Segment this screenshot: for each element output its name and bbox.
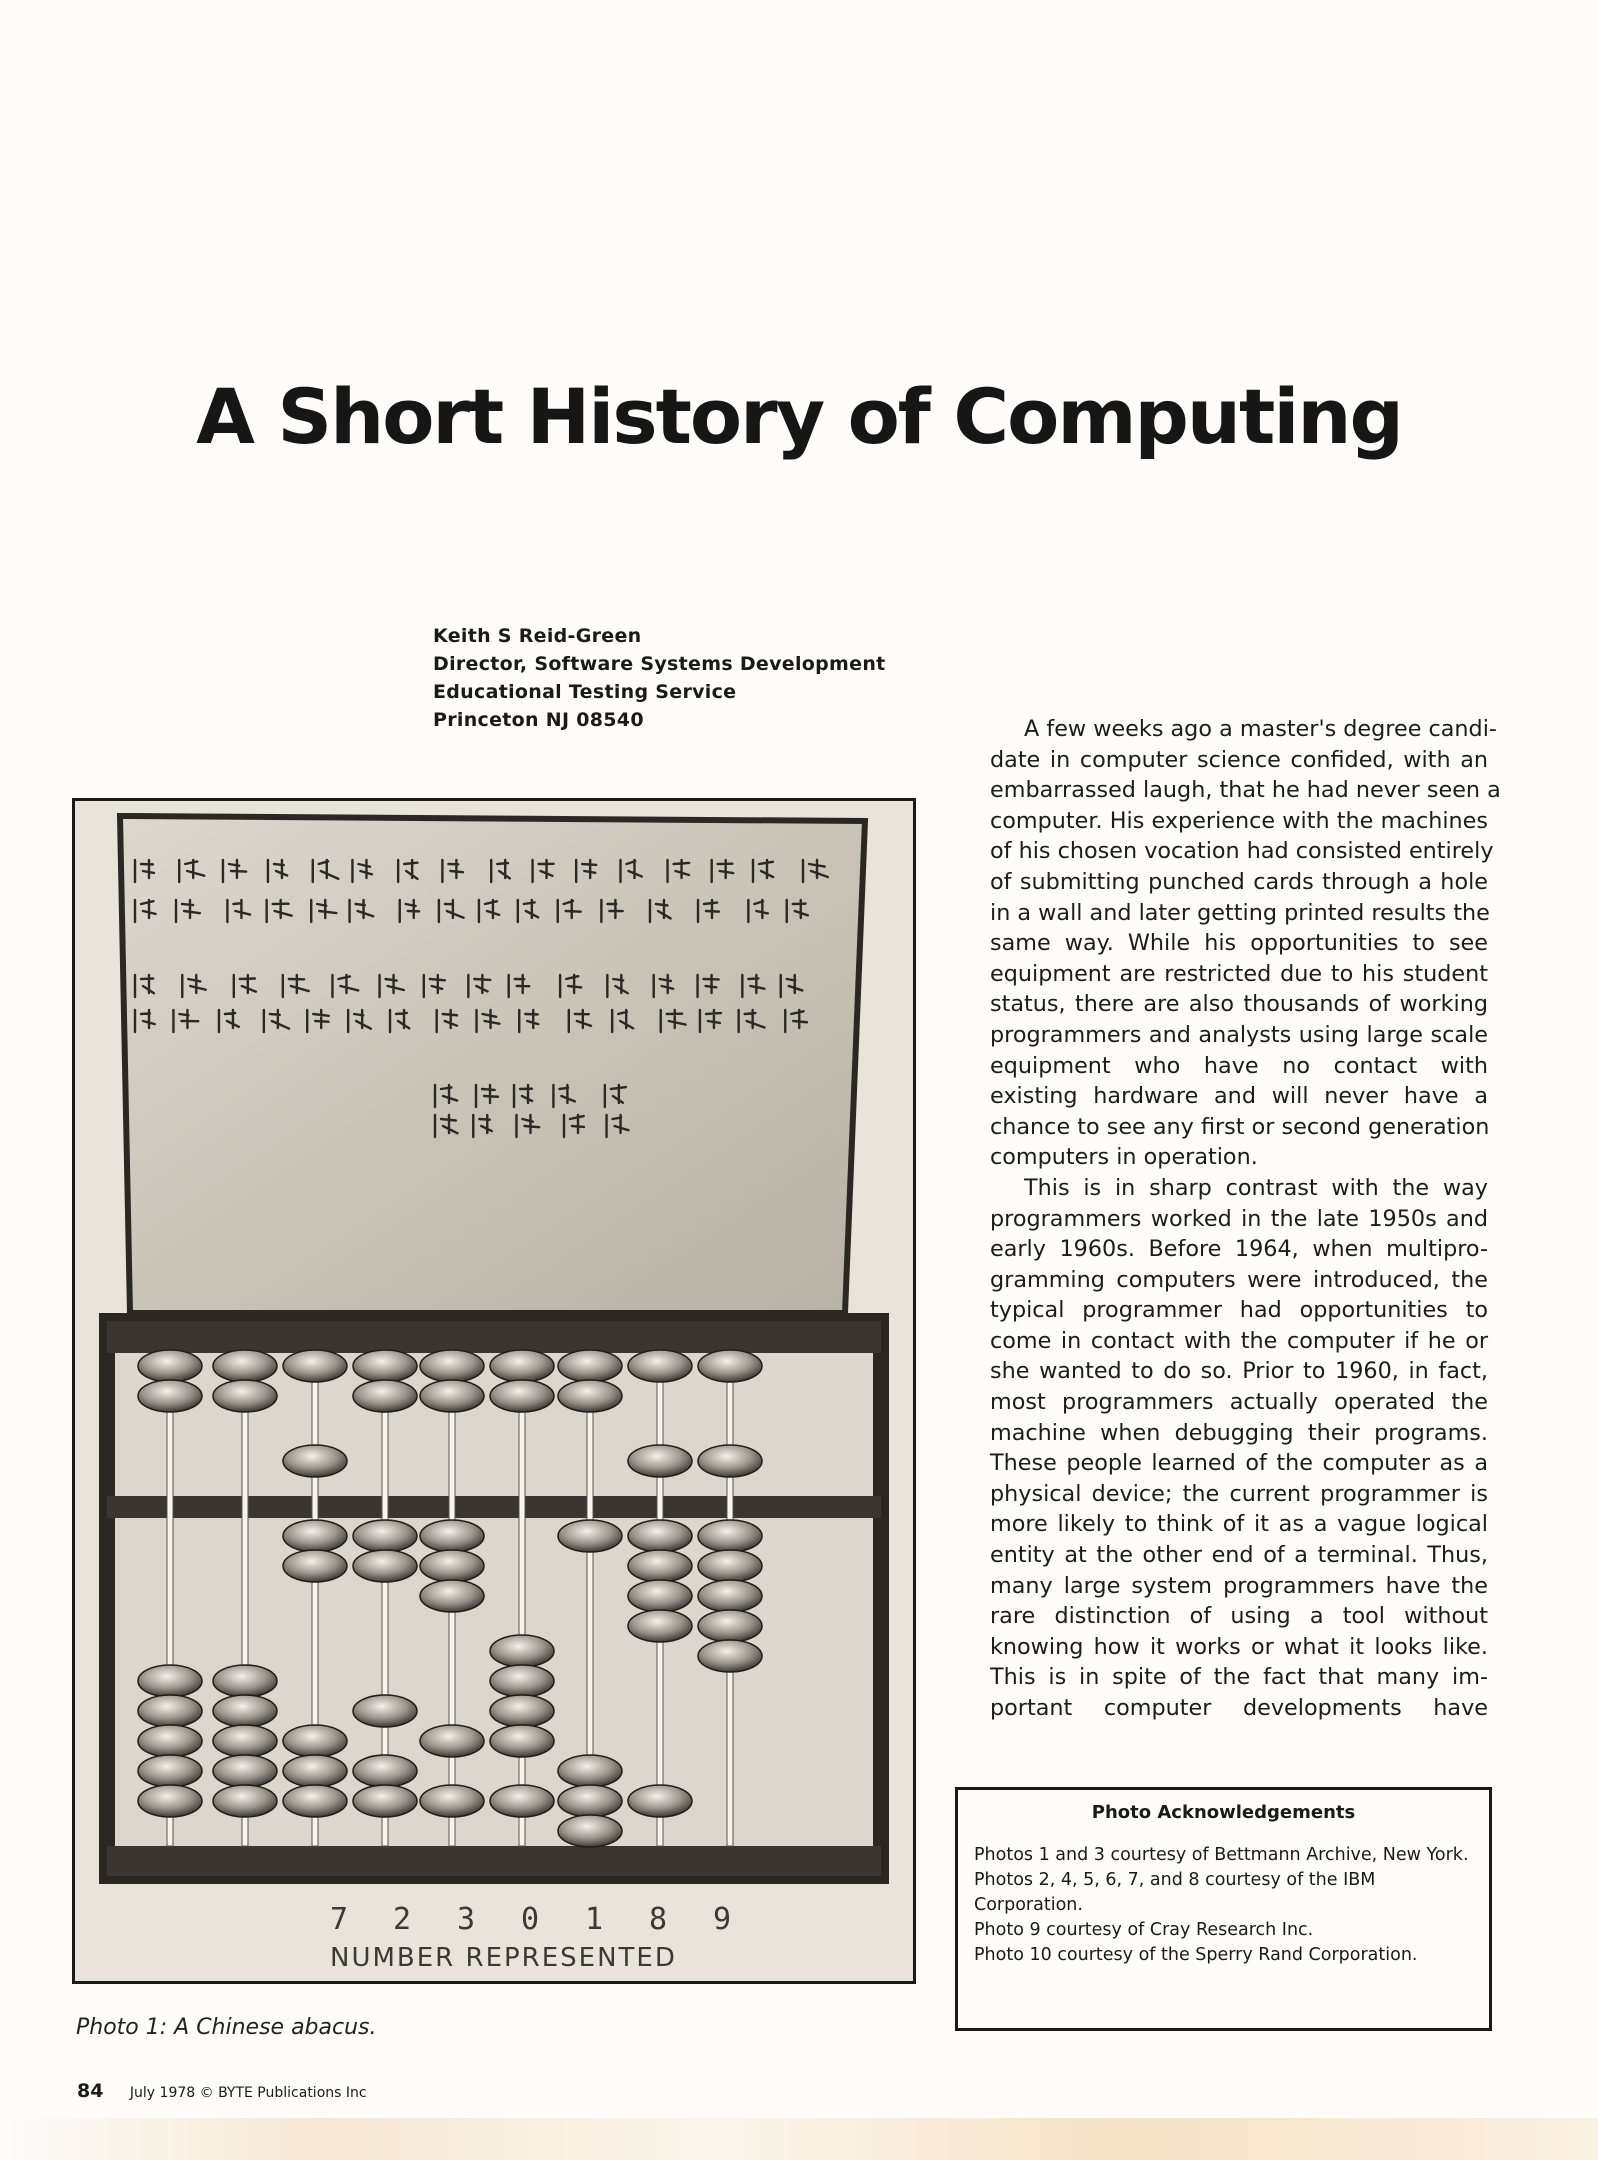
body-line: computers in operation. [990, 1144, 1258, 1171]
abacus-bead [353, 1550, 417, 1582]
abacus-bead [138, 1755, 202, 1787]
body-line: gramming computers were introduced, the [990, 1266, 1488, 1293]
body-line: programmers and analysts using large scale [990, 1021, 1488, 1048]
abacus-bead [420, 1785, 484, 1817]
photo-caption: Photo 1: A Chinese abacus. [76, 2015, 377, 2040]
body-line: portant computer developments have [990, 1695, 1488, 1721]
represented-digit: 2 [393, 1902, 412, 1937]
body-line: chance to see any first or second generation [990, 1113, 1490, 1140]
represented-digit: 7 [330, 1902, 349, 1937]
abacus-bead [490, 1350, 554, 1382]
author-byline [433, 622, 886, 734]
abacus-bead [490, 1635, 554, 1667]
author-name: Keith S Reid-Green [433, 625, 642, 647]
author-organization: Educational Testing Service [433, 681, 737, 703]
acknowledgement-item: Photos 1 and 3 courtesy of Bettmann Archive, New York. [974, 1845, 1469, 1865]
abacus-bead [138, 1380, 202, 1412]
abacus-bead [353, 1350, 417, 1382]
body-line: existing hardware and will never have a [990, 1083, 1488, 1110]
abacus-bead [698, 1350, 762, 1382]
abacus-illustration [75, 801, 913, 1981]
abacus-bead [138, 1785, 202, 1817]
abacus-bead [698, 1445, 762, 1477]
abacus-bead [490, 1785, 554, 1817]
body-line: embarrassed laugh, that he had never seen a [990, 777, 1501, 804]
abacus-bead [353, 1785, 417, 1817]
abacus-photo [72, 798, 916, 1984]
abacus-bead [353, 1695, 417, 1727]
abacus-bead [420, 1350, 484, 1382]
abacus-bead [138, 1725, 202, 1757]
abacus-rod [519, 1353, 525, 1846]
body-line: programmers worked in the late 1950s and [990, 1205, 1488, 1232]
abacus-bead [558, 1785, 622, 1817]
body-line: equipment who have no contact with [990, 1052, 1488, 1079]
abacus-bead [213, 1695, 277, 1727]
abacus-bead [698, 1610, 762, 1642]
abacus-bead [628, 1520, 692, 1552]
abacus-bead [698, 1640, 762, 1672]
body-line: she wanted to do so. Prior to 1960, in fact, [990, 1358, 1488, 1385]
body-line: This is in spite of the fact that many im- [990, 1664, 1488, 1691]
abacus-bead [213, 1380, 277, 1412]
photo-acknowledgements-box [955, 1787, 1492, 2031]
abacus-bead [138, 1695, 202, 1727]
body-line: machine when debugging their programs. [990, 1419, 1488, 1446]
article-body [990, 714, 1501, 1724]
abacus-bead [283, 1755, 347, 1787]
abacus-bead [558, 1350, 622, 1382]
abacus-bead [558, 1520, 622, 1552]
body-line: early 1960s. Before 1964, when multipro- [990, 1236, 1488, 1263]
abacus-bead [353, 1755, 417, 1787]
abacus-bead [353, 1520, 417, 1552]
abacus-bead [213, 1785, 277, 1817]
abacus-bead [283, 1350, 347, 1382]
abacus-bead [628, 1445, 692, 1477]
body-line: These people learned of the computer as a [990, 1450, 1488, 1477]
abacus-bead [628, 1785, 692, 1817]
body-line: most programmers actually operated the [990, 1389, 1488, 1416]
abacus-bead [420, 1580, 484, 1612]
body-line: equipment are restricted due to his student [990, 960, 1488, 987]
article-title: A Short History of Computing [196, 372, 1402, 461]
abacus-bead [698, 1580, 762, 1612]
abacus-bead [490, 1725, 554, 1757]
body-line: more likely to think of it as a vague logical [990, 1511, 1488, 1538]
body-line: rare distinction of using a tool without [990, 1603, 1488, 1630]
abacus-bead [490, 1380, 554, 1412]
body-line: same way. While his opportunities to see [990, 930, 1488, 957]
body-line: date in computer science confided, with an [990, 746, 1488, 773]
abacus-bead [213, 1665, 277, 1697]
page-footer [77, 2080, 367, 2102]
page-number: 84 [77, 2080, 104, 2102]
abacus-bead [283, 1785, 347, 1817]
body-line: physical device; the current programmer is [990, 1480, 1488, 1507]
represented-digit: 0 [521, 1902, 540, 1937]
number-represented-label: NUMBER REPRESENTED [330, 1943, 677, 1973]
abacus-bead [490, 1695, 554, 1727]
body-line: in a wall and later getting printed results the [990, 899, 1490, 926]
body-line: entity at the other end of a terminal. Thus, [990, 1542, 1488, 1569]
body-line: This is in sharp contrast with the way [1024, 1174, 1488, 1201]
body-line: A few weeks ago a master's degree candi- [1024, 716, 1497, 742]
acknowledgement-item: Photo 10 courtesy of the Sperry Rand Corporation. [974, 1945, 1418, 1965]
abacus-bead [213, 1755, 277, 1787]
abacus-bead [558, 1815, 622, 1847]
acknowledgement-item: Photo 9 courtesy of Cray Research Inc. [974, 1920, 1314, 1940]
abacus-bead [698, 1520, 762, 1552]
body-line: of his chosen vocation had consisted entirely [990, 838, 1494, 865]
abacus-bead [283, 1520, 347, 1552]
abacus-bead [698, 1550, 762, 1582]
body-line: computer. His experience with the machines [990, 807, 1488, 834]
issue-credit: July 1978 © BYTE Publications Inc [129, 2085, 367, 2101]
abacus-bead [283, 1445, 347, 1477]
abacus-bead [628, 1610, 692, 1642]
acknowledgements-heading: Photo Acknowledgements [1091, 1802, 1356, 1823]
represented-digit: 3 [457, 1902, 476, 1937]
abacus-bead [420, 1550, 484, 1582]
abacus-bead [138, 1665, 202, 1697]
abacus-bead [558, 1755, 622, 1787]
body-line: typical programmer had opportunities to [990, 1297, 1488, 1324]
abacus-bead [628, 1350, 692, 1382]
paper-stain [0, 2118, 1598, 2160]
abacus-bead [420, 1520, 484, 1552]
body-line: status, there are also thousands of working [990, 991, 1488, 1018]
abacus-bead [138, 1350, 202, 1382]
body-line: of submitting punched cards through a hole [990, 868, 1488, 895]
represented-digit: 9 [713, 1902, 732, 1937]
author-position: Director, Software Systems Development [433, 653, 886, 675]
abacus-bead [283, 1725, 347, 1757]
acknowledgement-item: Photos 2, 4, 5, 6, 7, and 8 courtesy of the IBM Corporation. [974, 1870, 1376, 1915]
author-location: Princeton NJ 08540 [433, 709, 644, 731]
abacus-bead [353, 1380, 417, 1412]
abacus-bead [213, 1350, 277, 1382]
abacus-bead [628, 1550, 692, 1582]
abacus-bead [213, 1725, 277, 1757]
body-line: many large system programmers have the [990, 1572, 1488, 1599]
abacus-bead [558, 1380, 622, 1412]
body-line: come in contact with the computer if he or [990, 1327, 1488, 1354]
abacus-bead [283, 1550, 347, 1582]
represented-digit: 8 [649, 1902, 668, 1937]
abacus-bead [420, 1725, 484, 1757]
abacus-bead [490, 1665, 554, 1697]
abacus-bead [628, 1580, 692, 1612]
abacus-bead [420, 1380, 484, 1412]
represented-digit: 1 [585, 1902, 604, 1937]
body-line: knowing how it works or what it looks like. [990, 1633, 1488, 1660]
